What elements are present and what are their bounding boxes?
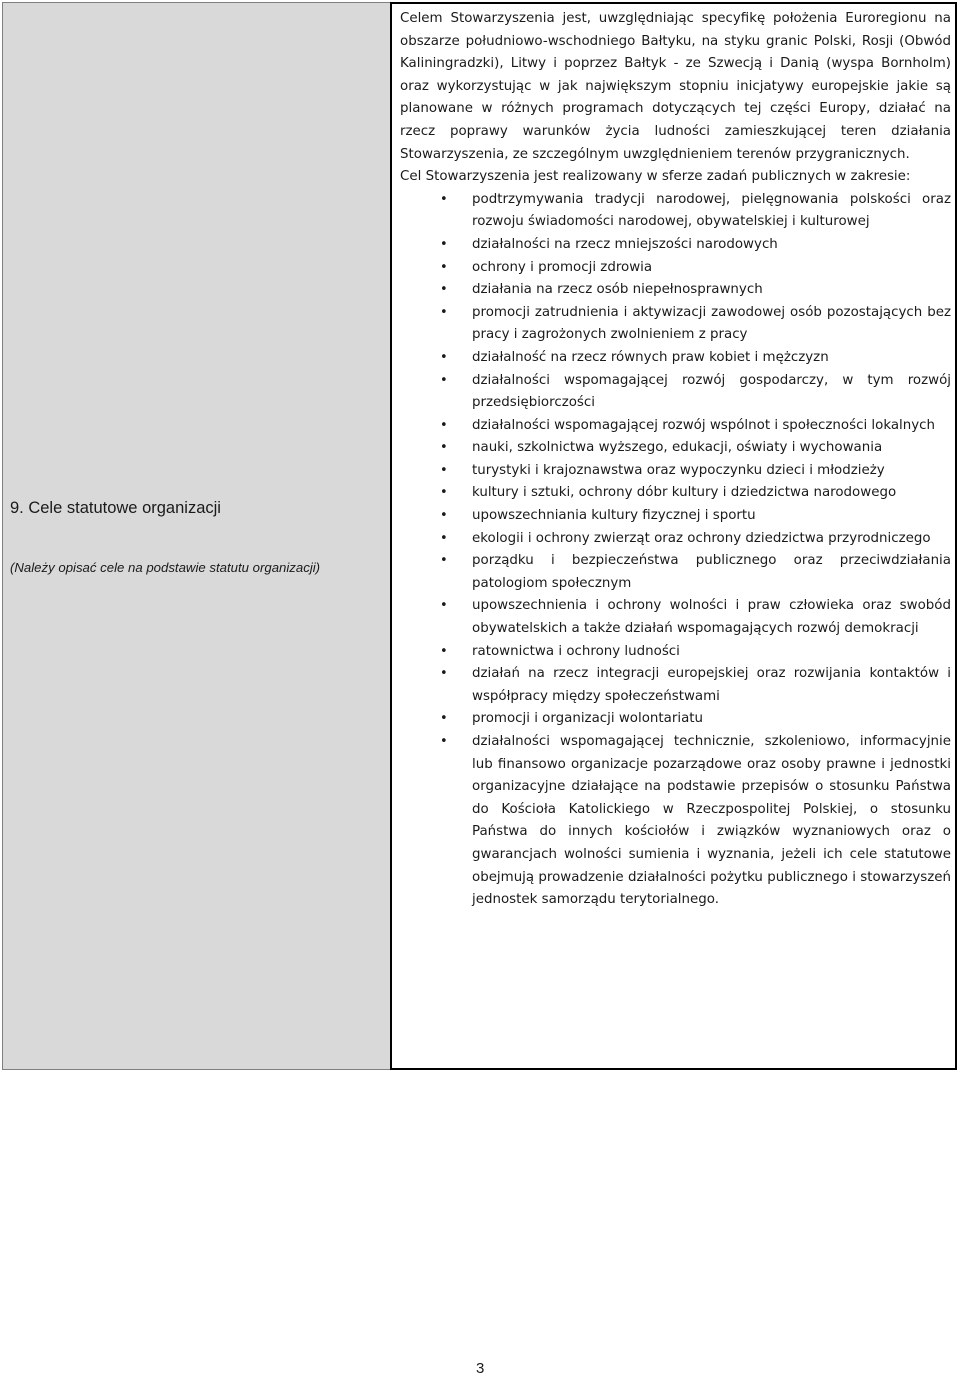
list-item xyxy=(400,370,951,415)
list-item-text: upowszechniania kultury fizycznej i sportu xyxy=(472,508,756,524)
list-item xyxy=(400,302,951,347)
list-item-text: ekologii i ochrony zwierząt oraz ochrony dziedzictwa przyrodniczego xyxy=(472,530,931,546)
section-content-cell xyxy=(390,2,957,1070)
bullet-icon: • xyxy=(440,440,448,456)
list-item-text: działalności wspomagającej technicznie, szkoleniowo, informacyjnie lub finansowo organizacje pozarządowe oraz osoby prawne i jednostki organizacyjne działające na podstawie przepisów o stosunku Państwa do Kościoła Katolickiego w Rzeczpospolitej Polskiej, o stosunku Państwa do innych kościołów i związków wyznaniowych oraz o gwarancjach wolności sumienia i wyznania, jeżeli ich cele statutowe obejmują prowadzenie działalności pożytku publicznego i stowarzyszeń jednostek samorządu terytorialnego. xyxy=(472,734,951,908)
bullet-icon: • xyxy=(440,236,448,252)
bullet-icon: • xyxy=(440,530,448,546)
bullet-icon: • xyxy=(440,282,448,298)
bullet-icon: • xyxy=(440,553,448,569)
bullet-icon: • xyxy=(440,711,448,727)
section-title: 9. Cele statutowe organizacji xyxy=(10,499,221,517)
list-item xyxy=(400,595,951,640)
list-item xyxy=(400,528,951,551)
bullet-icon: • xyxy=(440,666,448,682)
list-item xyxy=(400,189,951,234)
bullet-icon: • xyxy=(440,643,448,659)
list-item xyxy=(400,437,951,460)
list-item xyxy=(400,482,951,505)
list-item-text: promocji i organizacji wolontariatu xyxy=(472,711,704,727)
section-subtitle: (Należy opisać cele na podstawie statutu organizacji) xyxy=(10,560,321,575)
bullet-icon: • xyxy=(440,417,448,433)
bullet-icon: • xyxy=(440,191,448,207)
list-item-text: kultury i sztuki, ochrony dóbr kultury i dziedzictwa narodowego xyxy=(472,485,897,501)
bullet-icon: • xyxy=(440,259,448,275)
list-item xyxy=(400,708,951,731)
bullet-icon: • xyxy=(440,734,448,749)
list-item-text: upowszechnienia i ochrony wolności i praw człowieka oraz swobód obywatelskich a także działań wspomagających rozwój demokracji xyxy=(472,598,951,637)
page-number: 3 xyxy=(476,1360,485,1377)
list-item xyxy=(400,460,951,483)
content-text xyxy=(400,8,951,912)
list-item-text: podtrzymywania tradycji narodowej, pielęgnowania polskości oraz rozwoju świadomości narodowej, obywatelskiej i kulturowej xyxy=(472,191,951,230)
bullet-icon: • xyxy=(440,372,448,388)
list-item xyxy=(400,234,951,257)
bullet-icon: • xyxy=(440,304,448,320)
list-item xyxy=(400,731,951,912)
list-item-text: nauki, szkolnictwa wyższego, edukacji, oświaty i wychowania xyxy=(472,440,883,456)
intro-paragraph: Celem Stowarzyszenia jest, uwzględniając specyfikę położenia Euroregionu na obszarze południowo-wschodniego Bałtyku, na styku granic Polski, Rosji (Obwód Kaliningradzki), Litwy i poprzez Bałtyk - ze Szwecją i Danią (wyspa Bornholm) oraz wykorzystując w jak największym stopniu inicjatywy europejskie jakie są planowane w różnych programach dotyczących tej części Europy, działać na rzecz poprawy warunków życia ludności zamieszkującej teren działania Stowarzyszenia, ze szczególnym uwzględnieniem terenów przygranicznych. xyxy=(400,11,951,162)
list-item-text: promocji zatrudnienia i aktywizacji zawodowej osób pozostających bez pracy i zagrożonych zwolnieniem z pracy xyxy=(472,304,951,343)
list-item-text: działalności wspomagającej rozwój gospodarczy, w tym rozwój przedsiębiorczości xyxy=(472,372,951,411)
list-item xyxy=(400,279,951,302)
bullet-icon: • xyxy=(440,508,448,524)
list-item xyxy=(400,663,951,708)
section-label-cell xyxy=(2,2,390,1070)
list-item-text: działań na rzecz integracji europejskiej oraz rozwijania kontaktów i współpracy między społeczeństwami xyxy=(472,666,951,704)
bullet-icon: • xyxy=(440,485,448,501)
goals-list xyxy=(400,189,951,912)
list-item xyxy=(400,347,951,370)
list-item-text: działania na rzecz osób niepełnosprawnych xyxy=(472,282,763,298)
list-item-text: działalności na rzecz mniejszości narodowych xyxy=(472,236,778,252)
list-item xyxy=(400,415,951,438)
list-item-text: turystyki i krajoznawstwa oraz wypoczynku dzieci i młodzieży xyxy=(472,462,885,478)
list-item-text: działalność na rzecz równych praw kobiet i mężczyzn xyxy=(472,349,829,365)
list-item xyxy=(400,257,951,280)
list-item-text: działalności wspomagającej rozwój wspólnot i społeczności lokalnych xyxy=(472,417,936,433)
list-item-text: ochrony i promocji zdrowia xyxy=(472,259,653,275)
lead-paragraph: Cel Stowarzyszenia jest realizowany w sferze zadań publicznych w zakresie: xyxy=(400,169,911,185)
bullet-icon: • xyxy=(440,598,448,614)
list-item xyxy=(400,641,951,664)
bullet-icon: • xyxy=(440,462,448,478)
list-item-text: porządku i bezpieczeństwa publicznego oraz przeciwdziałania patologiom społecznym xyxy=(472,553,951,591)
bullet-icon: • xyxy=(440,349,448,365)
form-table xyxy=(2,2,957,1070)
list-item xyxy=(400,505,951,528)
list-item xyxy=(400,550,951,595)
list-item-text: ratownictwa i ochrony ludności xyxy=(472,643,680,659)
